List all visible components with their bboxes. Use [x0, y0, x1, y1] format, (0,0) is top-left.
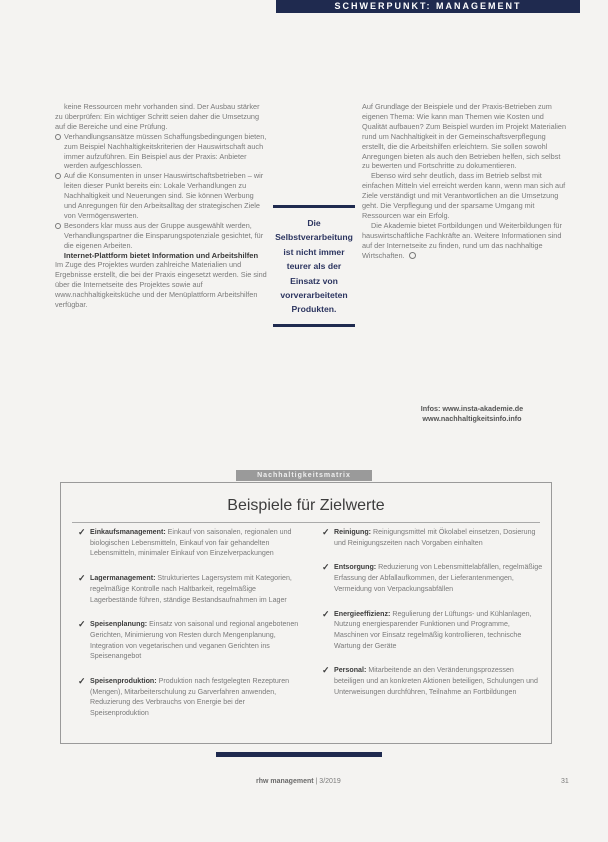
right-paragraph-1: Auf Grundlage der Beispiele und der Praxis-Betrieben zum eigenen Thema: Wie kann man Themen wie Kosten und Qualität aufbauen? Zum Beispiel wurden im Projekt Materialien rund um Nachhaltigkeit in der Gemeinschaftsverpflegung erstellt, die die Arbeitshilfen erleichtern. Sie sollen sowohl Anregungen bieten als auch den Betrieben helfen, sich selbst zu bewerten und Fortschritte zu dokumentieren.	[362, 102, 567, 171]
box-entry-label: Einkaufsmanagement:	[90, 528, 166, 536]
info-line-1[interactable]: Infos: www.insta-akademie.de	[420, 404, 524, 413]
checkmark-icon: ✓	[78, 527, 86, 537]
section-header: SCHWERPUNKT: MANAGEMENT	[276, 0, 580, 13]
bullet-circle-icon	[55, 134, 61, 140]
box-entry-text: Regulierung der Lüftungs- und Kühlanlagen, Nutzung energiesparender Funktionen und Programme, Maschinen vor Einsatz regelmäßig kontrollieren, technische Wartung der Geräte	[334, 609, 532, 650]
checkmark-icon: ✓	[78, 573, 86, 584]
left-closing-paragraph: Im Zuge des Projektes wurden zahlreiche Materialien und Ergebnisse erstellt, die bei der Praxis eingesetzt werden. Sie sind über die Internetseite des Projektes sowie auf www.nachhaltigkeitsküche und der Menüplattform Arbeitshilfen verfügbar.	[55, 260, 267, 309]
box-entry-text: Reduzierung von Lebensmittelabfällen, regelmäßige Erfassung der Abfallaufkommen, der Lieferantenmengen, Vermeidung von Verpackungsabfällen	[334, 563, 543, 593]
right-text-column	[362, 102, 570, 261]
box-entry-text: Einsatz von saisonal und regional angebotenen Gerichten, Minimierung von Resten durch Mengenplanung, Integration von vegetarischen und veganen Gerichten ins Speisenangebot	[90, 620, 299, 661]
box-entry-energie	[322, 609, 544, 652]
box-title: Beispiele für Zielwerte	[227, 497, 385, 514]
bullet-circle-icon	[55, 173, 61, 179]
info-block	[392, 404, 552, 424]
left-bullet-1	[55, 132, 267, 172]
checkmark-icon: ✓	[78, 619, 86, 630]
box-entry-label: Reinigung:	[334, 528, 372, 536]
pull-quote: Die Selbstverarbeitung ist nicht immer teurer als der Einsatz von vorverarbeiteten Produkten.	[273, 205, 355, 327]
box-entry-text: Einkauf von saisonalen, regionalen und biologischen Lebensmitteln, Einkauf von fair gehandelten Lebensmitteln, minimaler Einkauf von Einzelverpackungen	[90, 528, 292, 558]
box-entry-label: Personal:	[334, 666, 367, 675]
left-intro-paragraph: keine Ressourcen mehr vorhanden sind. Der Ausbau stärker zu überprüfen: Ein wichtiger Schritt seien daher die Umsetzung auf die Bereiche und eine Prüfung.	[55, 102, 260, 131]
box-entry-text: Reinigungsmittel mit Ökolabel einsetzen, Dosierung und Reinigungszeiten nach Vorgaben einhalten	[334, 528, 536, 547]
box-title-divider	[72, 522, 540, 523]
box-entry-label: Speisenplanung:	[90, 620, 148, 629]
box-entry-label: Entsorgung:	[334, 563, 377, 572]
bullet-circle-icon	[55, 223, 61, 229]
box-entry-text: Produktion nach festgelegten Rezepturen (Mengen), Mitarbeiterschulung zu Garverfahren anwenden, Reduzierung des Verbrauchs von Energie bei der Speisenproduktion	[90, 677, 290, 718]
page-footer	[256, 778, 341, 785]
end-of-article-icon	[409, 252, 416, 259]
footer-issue: 3/2019	[319, 778, 341, 785]
box-entry-text: Mitarbeitende an den Veränderungsprozessen beteiligen und an konkreten Aktionen beteiligen, Schulungen und Unterweisungen durchführen, Teilnahme an Fortbildungen	[334, 666, 538, 696]
box-entry-label: Speisenproduktion:	[90, 677, 157, 686]
box-entry-lager	[78, 573, 304, 605]
left-bullet-3-text: Besonders klar muss aus der Gruppe ausgewählt werden, Verhandlungspartner die Einsparungspotenziale gesichtet, für die eigenen Arbeiten.	[64, 220, 264, 250]
right-paragraph-3	[362, 221, 570, 261]
page-number: 31	[561, 778, 569, 785]
checkmark-icon: ✓	[322, 527, 330, 537]
checkmark-icon: ✓	[78, 676, 86, 687]
checkmark-icon: ✓	[322, 665, 330, 676]
box-entry-speisenplanung	[78, 619, 304, 662]
right-paragraph-3-text: Die Akademie bietet Fortbildungen und Weiterbildungen für hauswirtschaftliche Fachkräfte an. Weitere Informationen sind auf der Internetseite zu finden, rund um das nachhaltige Wirtschaften.	[362, 220, 562, 260]
box-entry-label: Lagermanagement:	[90, 574, 156, 583]
checkmark-icon: ✓	[322, 608, 330, 619]
checkmark-icon: ✓	[322, 562, 330, 573]
left-text-column	[55, 102, 267, 310]
box-right-column	[322, 527, 544, 697]
box-entry-reinigung	[322, 527, 544, 548]
right-paragraph-2: Ebenso wird sehr deutlich, dass im Betrieb selbst mit einfachen Mitteln viel erreicht werden kann, wenn man sich auf Ziele verständigt und mit Verantwortlichen an die Umsetzung geht. Die Verpflegung und der sparsame Umgang mit Ressourcen war ein Erfolg.	[362, 171, 566, 220]
left-bullet-2	[55, 171, 267, 221]
box-entry-entsorgung	[322, 562, 544, 594]
footer-separator: |	[315, 778, 320, 785]
box-tab-label: Nachhaltigkeitsmatrix	[236, 470, 372, 481]
info-line-2[interactable]: www.nachhaltigkeitsinfo.info	[422, 414, 522, 423]
box-entry-speisenproduktion	[78, 676, 304, 719]
left-bullet-1-text: Verhandlungsansätze müssen Schaffungsbedingungen bieten, zum Beispiel Nachhaltigkeitskriterien der Hauswirtschaft auch immer aufzuführen. Ein Beispiel aus der Praxis: Anbieter werden aufgeschlossen.	[64, 131, 267, 171]
left-subheading: Internet-Plattform bietet Information und Arbeitshilfen	[63, 250, 259, 260]
box-left-column	[78, 527, 304, 719]
left-bullet-3	[55, 221, 267, 251]
box-entry-einkauf	[78, 527, 304, 559]
box-entry-personal	[322, 665, 544, 697]
box-entry-label: Energieeffizienz:	[334, 609, 391, 618]
bottom-accent-bar	[216, 752, 382, 757]
left-bullet-2-text: Auf die Konsumenten in unser Hauswirtschaftsbetrieben – wir leiten dieser Punkt bereits ein: Lokale Verhandlungen zu Nachhaltigkeit und Neuerungen sind. Sie können Werbung und Anregungen für den Arbeitsalltag der strategischen Ziele von Vermögenswerten.	[64, 171, 264, 220]
box-entry-text: Strukturiertes Lagersystem mit Kategorien, regelmäßige Kontrolle nach Haltbarkeit, regelmäßige Lagerbestände führen, ständige Bestandsaufnahmen im Lager	[90, 574, 292, 604]
footer-magazine: rhw management	[256, 778, 314, 785]
